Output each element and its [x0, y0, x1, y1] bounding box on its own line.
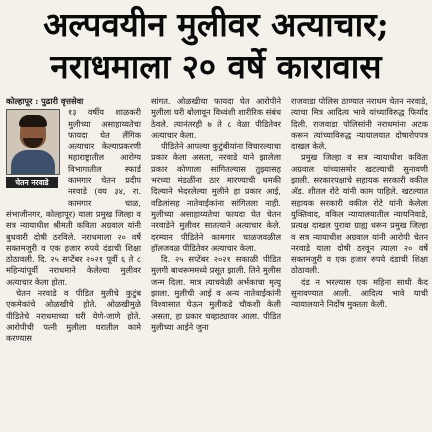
paragraph: दंड न भरल्यास एक महिना साधी कैद सुनावण्यात आली. आदित्य भावे याची न्यायालयाने निर्दोष मुक्तता केली.: [291, 276, 428, 310]
paragraph: प्रमुख जिल्हा व सत्र न्यायाधीश कविता अग्रवाल यांच्यासमोर खटल्याची सुनावणी झाली. सरकारपक्षाचे सहायक सरकारी वकील अ‍ॅड. शीतल रोटे यांनी काम पाहिले. खटल्यात सहायक सरकारी वकील रोटे यांनी केलेला युक्तिवाद, वकिल न्यायालयातील न्यायनिवाडे, प्रत्यक्ष दाखल पुरावा ग्राह्य धरून प्रमुख जिल्हा व सत्र न्यायाधीश अग्रवाल यांनी आरोपी चेतन नरवाडे याला दोषी ठरवून त्याला २० वर्षे सक्तमजुरी व एक हजार रुपये दंडाची शिक्षा ठोठावली.: [291, 152, 428, 276]
article-column-1: [6, 96, 141, 430]
article-column-2: [151, 96, 281, 430]
headline-line-1: अल्पवयीन मुलीवर अत्याचार;: [43, 5, 389, 44]
paragraph: चेतन नरवाडे व पीडित मुलीचे कुटुंब एकमेकांचे ओळखीचे होते. ओळखीमुळे पीडितेचे नराधमाच्या घरी येणे-जाणे होते. आरोपीची पत्नी मुलीला घरातील कामे करण्यास: [6, 288, 141, 344]
photo-caption: चेतन नरवाडे: [6, 177, 58, 188]
byline: कोल्हापूर : पुढारी वृत्तसेवा: [6, 96, 84, 106]
article-body: [6, 96, 428, 430]
paragraph: राजवाडा पोलिस ठाण्यात नराधम चेतन नरवाडे, त्याचा मित्र आदित्य भावे यांच्याविरुद्ध फिर्याद दिली. राजवाडा पोलिसांनी नराधमांना अटक करून त्यांच्याविरुद्ध न्यायालयात दोषारोपपत्र दाखल केले.: [291, 96, 428, 152]
accused-photo: [6, 109, 60, 175]
paragraph: सांगत. ओळखीचा फायदा घेत आरोपीने मुलीला घरी बोलावून विध्वंशी शारीरिक संबंध ठेवले. त्यानंतरही ७ ते ८ वेळा पीडितेवर अत्याचार केला.: [151, 96, 281, 140]
paragraph: दि. २५ सप्टेंबर २०२१ सकाळी पीडित मुलगी बाथरूममध्ये प्रसूत झाली. तिने मुलीस जन्म दिला. मात्र त्याचवेळी अर्भकाचा मृत्यू झाला. मुलीची आई व अन्य नातेवाईकांनी विश्वासात घेऊन मुलीकडे चौकशी केली असता, हा प्रकार चव्हाट्यावर आला. पीडित मुलीच्या आईने जुना: [151, 254, 281, 332]
article-column-3: [291, 96, 428, 430]
headline-line-2: नराधमाला २० वर्षे कारावास: [50, 47, 382, 86]
accused-photo-block: [6, 109, 62, 201]
paragraph: १३ वर्षीय शाळकरी मुलीच्या असाहाय्यतेचा फायदा घेत लैंगिक अत्याचार केल्याप्रकरणी महाराष्ट्रातील आरोग्य विभागातील स्फार्ड कामगार चेतन प्रदीप नरवाडे (वय ३४, रा. कामगार चाळ, संभाजीनगर, कोल्हापूर) याला प्रमुख जिल्हा व सत्र न्यायाधीश श्रीमती कविता अग्रवाल यांनी बुधवारी दोषी ठरविले. नराधमाला २० वर्षे सक्तमजुरी व एक हजार रुपये दंडाची शिक्षा ठोठावली. दि. २५ सप्टेंबर २०२१ पूर्वी ६ ते ८ महिन्यांपूर्वी नराधमाने केलेल्या मुलीवर अत्याचार केला होता.: [6, 107, 141, 287]
paragraph: पीडितेने आपल्या कुटुंबीयांना विचारल्याचा प्रकार केला असता, नरवाडे याने झालेला प्रकार कोणाला सांगितल्यास तुझ्यासह भरच्या मंडळींना ठार मारण्याची धमकी दिल्याने भेदरलेल्या मुलीने हा प्रकार आई, वडिलांसह नातेवाईकांना सांगितला नाही. मुलीच्या असाहाय्यतेचा फायदा घेत चेतन नरवाडेने मुलीवर सातत्याने अत्याचार केले. दरम्यान पीडितेने कामगार चाळजवळील हॉलजवळ पीडितेवर अत्याचार केला.: [151, 141, 281, 253]
headline: [0, 0, 432, 92]
